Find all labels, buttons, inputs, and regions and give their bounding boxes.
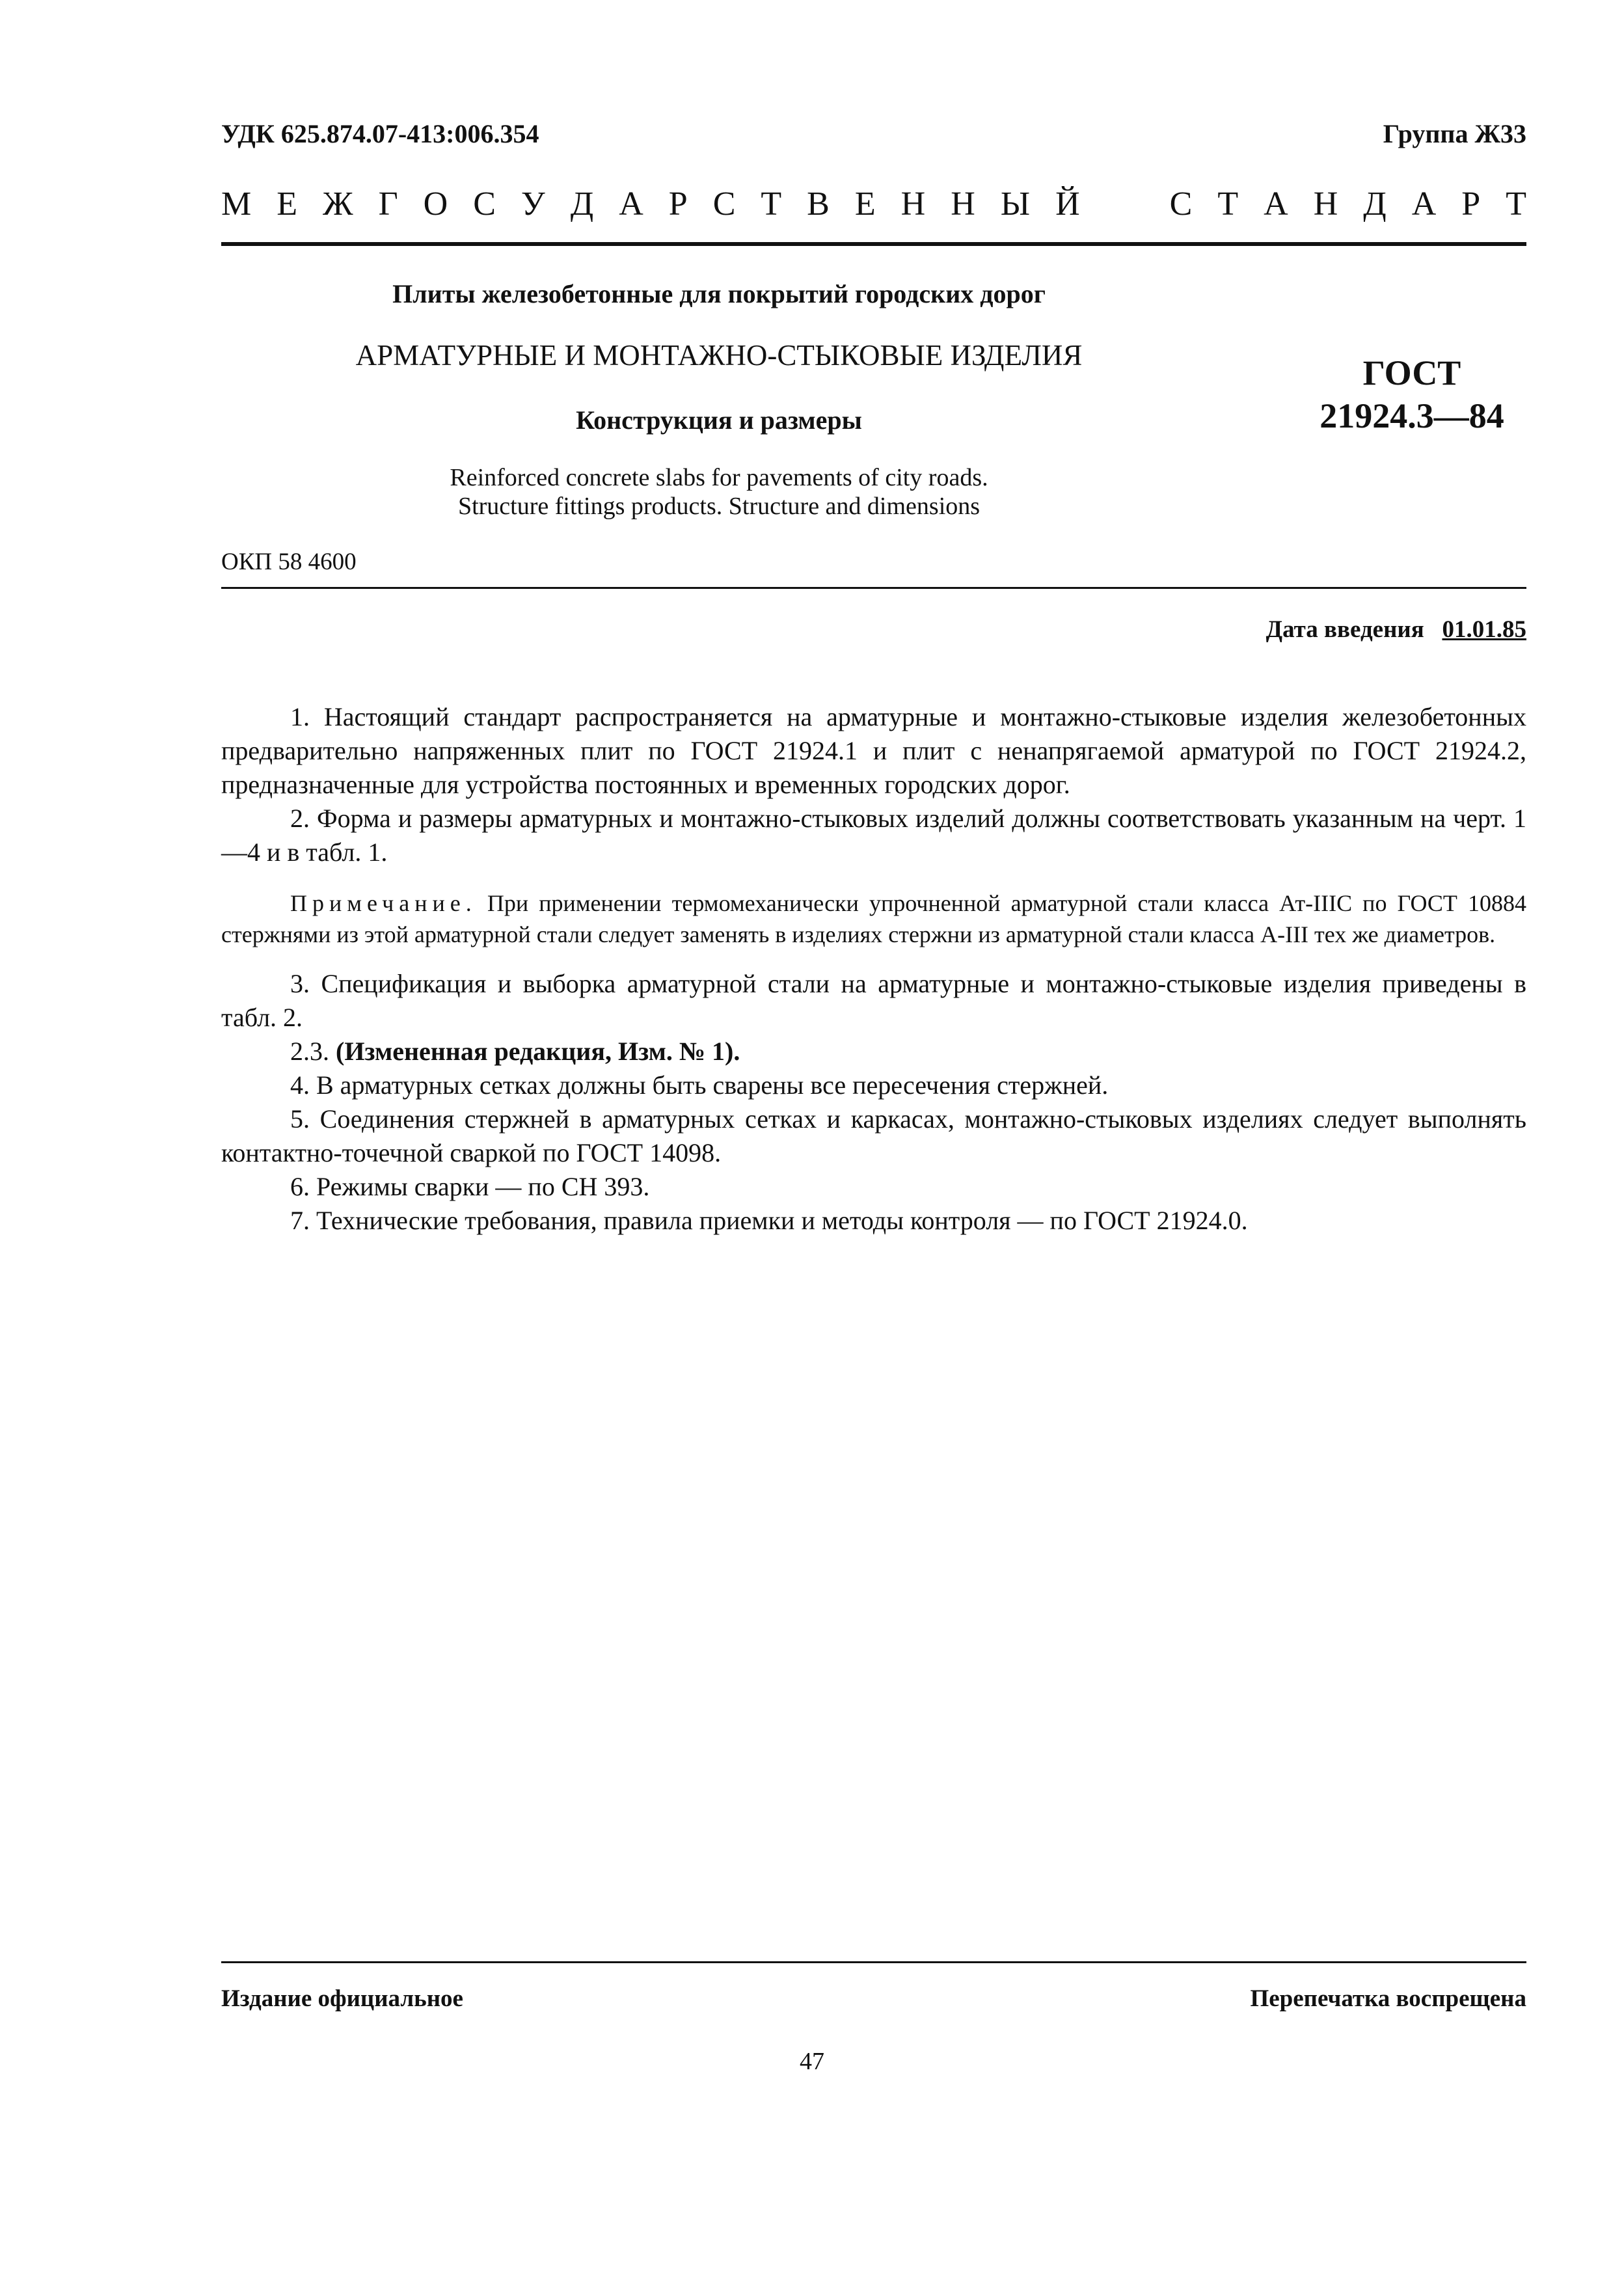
banner-left-letter: Е: [277, 185, 298, 223]
note-label: Примечание.: [290, 890, 477, 916]
paragraph-7: 7. Технические требования, правила приемки и методы контроля — по ГОСТ 21924.0.: [290, 1206, 1248, 1235]
okp-code: ОКП 58 4600: [221, 549, 357, 575]
banner-left-letter: Т: [761, 185, 782, 223]
english-title-line1: Reinforced concrete slabs for pavements of city roads.: [450, 464, 988, 491]
gost-number: 21924.3—84: [1320, 396, 1504, 435]
banner-right-letter: Т: [1217, 185, 1239, 223]
banner-left-letter: С: [712, 185, 736, 223]
banner-left-letter: Ы: [1000, 185, 1031, 223]
banner-left-letter: Д: [570, 185, 594, 223]
banner-left-letter: Р: [668, 185, 688, 223]
english-title-line2: Structure fittings products. Structure and dimensions: [457, 493, 981, 520]
note: [221, 888, 1526, 950]
paragraph-2-3-prefix: 2.3.: [290, 1037, 336, 1066]
banner-right-letter: Р: [1461, 185, 1481, 223]
paragraph-5: 5. Соединения стержней в арматурных сетках и каркасах, монтажно-стыковых изделиях следует выполнять контактно-точечной сваркой по ГОСТ 14098.: [221, 1104, 1526, 1167]
banner-left-letter: Г: [378, 185, 398, 223]
banner-left-letter: Е: [854, 185, 876, 223]
edition-note: Издание официальное: [221, 1985, 463, 2012]
banner-left-letter: М: [221, 185, 252, 223]
udk-code: УДК 625.874.07-413:006.354: [221, 119, 539, 148]
banner-left-letter: Ж: [323, 185, 353, 223]
page-number: 47: [800, 2048, 824, 2075]
gost-label: ГОСТ: [1362, 353, 1461, 392]
banner-left-letter: У: [521, 185, 545, 223]
date-label: Дата введения: [1265, 616, 1424, 643]
reprint-note: Перепечатка воспрещена: [1250, 1985, 1526, 2012]
banner-left-letter: О: [423, 185, 448, 223]
paragraph-4: 4. В арматурных сетках должны быть сварены все пересечения стержней.: [290, 1070, 1109, 1100]
paragraph-6: 6. Режимы сварки — по СН 393.: [290, 1172, 650, 1201]
gost-designation: [1275, 351, 1549, 437]
note-text: При применении термомеханически упрочненной арматурной стали класса Ат-IIIС по ГОСТ 10884 стержнями из этой арматурной стали следует заменять в изделиях стержни из арматурной стали класса А-III тех же диаметров.: [221, 890, 1526, 947]
paragraph-1: 1. Настоящий стандарт распространяется на арматурные и монтажно-стыковые изделия железобетонных предварительно напряженных плит по ГОСТ 21924.1 и плит с ненапрягаемой арматурой по ГОСТ 21924.2, предназначенные для устройства постоянных и временных городских дорог.: [221, 702, 1526, 799]
banner-right-letter: Т: [1506, 185, 1526, 223]
header-bottom-rule: [221, 587, 1526, 589]
document-body: [221, 700, 1526, 1238]
paragraph-2-3: [221, 1035, 1526, 1068]
banner-right-letter: Н: [1313, 185, 1338, 223]
banner-left-letter: Н: [900, 185, 926, 223]
banner-left-letter: Й: [1055, 185, 1080, 223]
top-rule: [221, 242, 1526, 246]
document-title: АРМАТУРНЫЕ И МОНТАЖНО-СТЫКОВЫЕ ИЗДЕЛИЯ: [355, 339, 1083, 372]
banner-right-letter: А: [1411, 185, 1437, 223]
paragraph-2: 2. Форма и размеры арматурных и монтажно-стыковых изделий должны соответствовать указанным на черт. 1—4 и в табл. 1.: [221, 804, 1526, 867]
banner-left-letter: С: [473, 185, 496, 223]
standard-banner: [221, 181, 1526, 226]
banner-right-letter: Д: [1363, 185, 1387, 223]
introduction-date: [1266, 616, 1526, 644]
banner-left-letter: Н: [951, 185, 975, 223]
group-code: Группа Ж33: [1383, 119, 1526, 148]
banner-right-letter: С: [1169, 185, 1193, 223]
amendment-note: (Измененная редакция, Изм. № 1).: [336, 1037, 740, 1066]
date-value: 01.01.85: [1442, 616, 1526, 643]
paragraph-3: 3. Спецификация и выборка арматурной стали на арматурные и монтажно-стыковые изделия приведены в табл. 2.: [221, 969, 1526, 1032]
document-subtitle: Плиты железобетонные для покрытий городских дорог: [392, 279, 1046, 308]
banner-right-letter: А: [1264, 185, 1288, 223]
banner-left-letter: А: [619, 185, 643, 223]
footer-rule: [221, 1961, 1526, 1963]
document-subheading: Конструкция и размеры: [576, 405, 862, 435]
banner-left-letter: В: [807, 185, 830, 223]
